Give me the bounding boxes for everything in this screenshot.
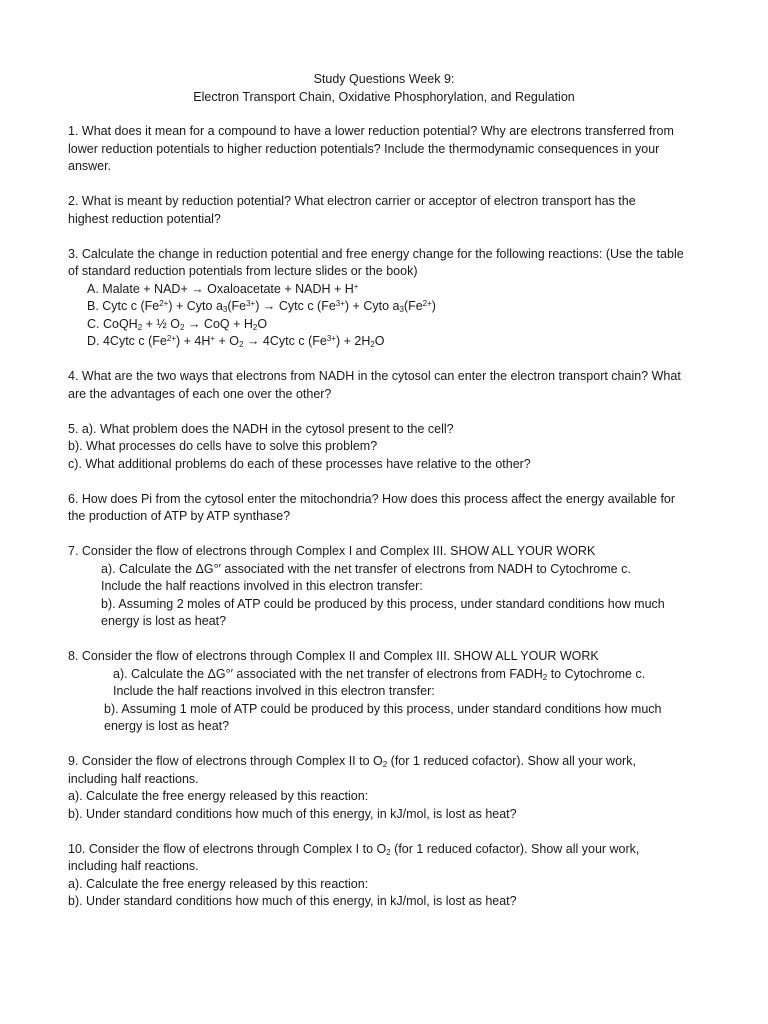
reaction-a: A. Malate + NAD+ → Oxaloacetate + NADH + H+ [87,281,359,296]
question-text: b). Assuming 2 moles of ATP could be produced by this process, under standard conditions how much [101,596,665,611]
question-7 [0,543,768,631]
question-text: 1. What does it mean for a compound to have a lower reduction potential? Why are electrons transferred from [68,124,674,138]
question-text: are the advantages of each one over the other? [68,386,332,401]
question-text: including half reactions. [68,771,199,786]
reaction-b: B. Cytc c $(Fe^{2+})$ + Cyto $a_3(Fe^{3+})$ → Cytc c $(Fe^{3+})$ + Cyto $a_3(Fe^{2+})$ [87,299,436,314]
question-2 [0,193,768,228]
question-6 [0,491,768,526]
question-text: Include the half reactions involved in this electron transfer: [101,579,423,593]
reaction-c: C. CoQH$_2$ + ½ $O_2$ → CoQ + $H_2O$ [87,316,268,332]
question-text: a). Calculate the free energy released by this reaction: [68,789,369,803]
question-text: 4. What are the two ways that electrons from NADH in the cytosol can enter the electron transport chain? What [68,369,681,383]
question-text: 8. Consider the flow of electrons through Complex II and Complex III. SHOW ALL YOUR WORK [68,649,599,663]
question-text: energy is lost as heat? [101,614,227,628]
question-10 [0,841,768,911]
question-text: energy is lost as heat? [104,719,230,733]
question-text: 6. How does Pi from the cytosol enter the mitochondria? How does this process affect the energy available for [68,491,676,506]
question-text: 7. Consider the flow of electrons through Complex I and Complex III. SHOW ALL YOUR WORK [68,544,596,558]
question-text: 2. What is meant by reduction potential? What electron carrier or acceptor of electron transport has the [68,194,636,208]
reaction-d: D. 4Cytc c $(Fe^{2+}) + 4H^+ + O_2$ → 4Cytc c $(Fe^{3+}) + 2H_2O$ [87,334,385,349]
question-9 [0,753,768,823]
question-text: a). Calculate the ΔG°′ associated with the net transfer of electrons from $FADH_2$ to Cytochrome c. [113,666,646,682]
question-5 [0,421,768,474]
question-text: a). Calculate the ΔG°′ associated with the net transfer of electrons from NADH to Cytochrome c. [101,561,631,576]
question-text: 5. a). What problem does the NADH in the cytosol present to the cell? [68,421,454,436]
question-text: b). Under standard conditions how much of this energy, in kJ/mol, is lost as heat? [68,806,517,821]
question-text: highest reduction potential? [68,211,221,226]
page-title: Study Questions Week 9: [313,72,455,86]
question-text: 10. Consider the flow of electrons through Complex I to $O_2$ (for 1 reduced cofactor). Show all your work, [68,841,640,857]
question-text: 9. Consider the flow of electrons through Complex II to $O_2$ (for 1 reduced cofactor). Show all your work, [68,754,636,769]
question-text: a). Calculate the free energy released by this reaction: [68,876,369,891]
question-text: of standard reduction potentials from lecture slides or the book) [68,264,418,278]
question-text: answer. [68,159,112,173]
question-text: 3. Calculate the change in reduction potential and free energy change for the following reactions: (Use the table [68,246,684,261]
question-text: c). What additional problems do each of these processes have relative to the other? [68,456,531,471]
page-subtitle: Electron Transport Chain, Oxidative Phosphorylation, and Regulation [193,90,575,104]
question-4 [0,368,768,403]
question-text: Include the half reactions involved in this electron transfer: [113,684,435,698]
question-text: the production of ATP by ATP synthase? [68,509,291,523]
question-3 [0,246,768,351]
question-text: lower reduction potentials to higher reduction potentials? Include the thermodynamic consequences in your [68,141,660,156]
question-text: b). What processes do cells have to solve this problem? [68,439,378,453]
question-1 [0,123,768,176]
question-8 [0,648,768,736]
question-text: including half reactions. [68,859,199,873]
question-text: b). Assuming 1 mole of ATP could be produced by this process, under standard conditions how much [104,701,662,716]
question-text: b). Under standard conditions how much of this energy, in kJ/mol, is lost as heat? [68,894,517,908]
